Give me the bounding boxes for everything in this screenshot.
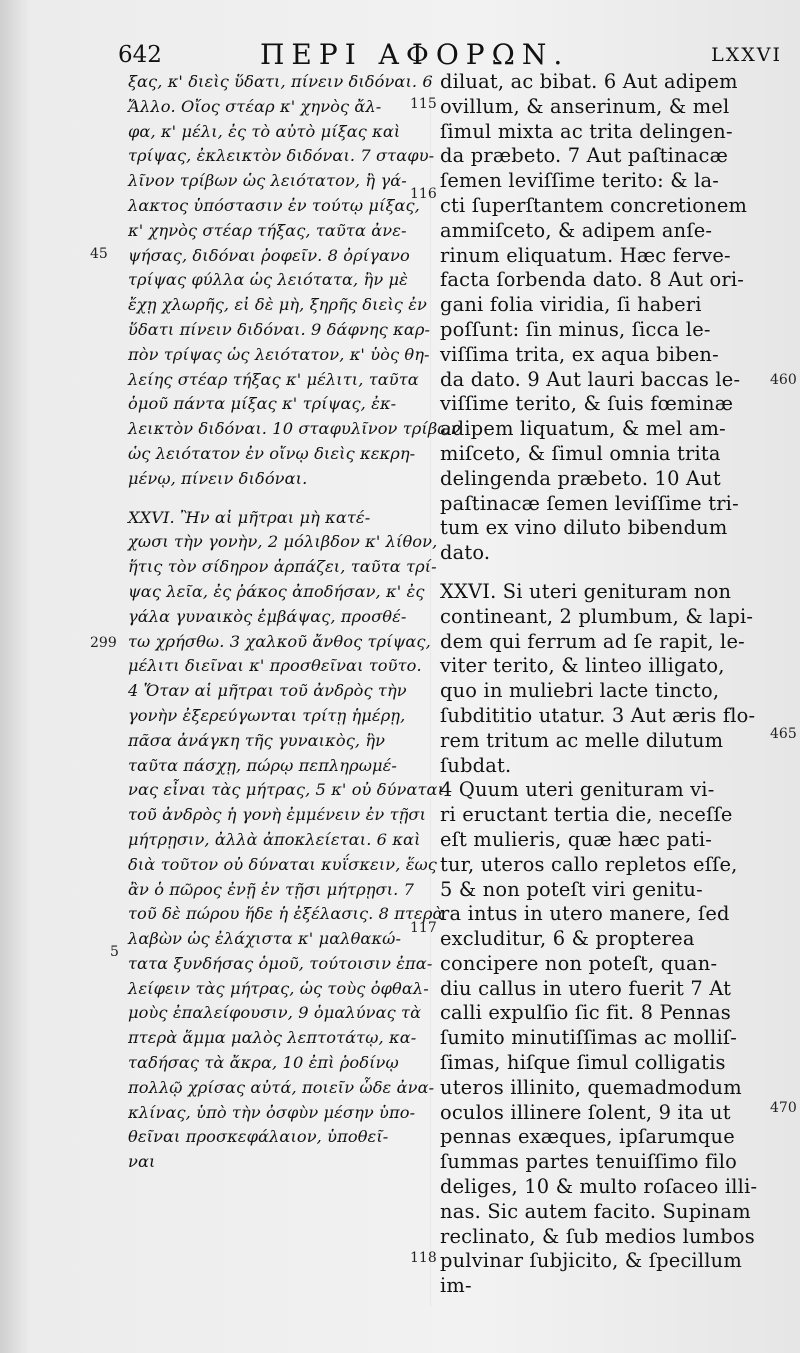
text-line: ſubdititio utatur. 3 Aut æris flo- xyxy=(440,703,756,727)
margin-number: 299 xyxy=(90,635,117,651)
text-line: γάλα γυναικὸς ἐμβάψας, προσθέ- xyxy=(128,606,407,626)
text-line: ſummas partes tenuiſſimo filo xyxy=(440,1150,738,1174)
text-line: χωσι τὴν γονὴν, 2 μόλιβδον κ' λίθον, xyxy=(128,532,438,552)
margin-number: 116 xyxy=(410,186,437,202)
text-line: πὸν τρίψας ὡς λειότατον, κ' ὑὸς θη- xyxy=(128,344,430,364)
text-line: μήτρῃσιν, ἀλλὰ ἀποκλείεται. 6 καὶ xyxy=(128,829,421,849)
text-line: nas. Sic autem facito. Supinam xyxy=(440,1199,751,1223)
text-line: ἥτις τὸν σίδηρον ἁρπάζει, ταῦτα τρί- xyxy=(128,557,437,577)
margin-number: 45 xyxy=(90,246,108,262)
text-line: reclinato, & ſub medios lumbos xyxy=(440,1224,755,1248)
text-line: Ἄλλο. Οἴος στέαρ κ' χηνὸς ἄλ- xyxy=(128,96,382,116)
margin-number: 118 xyxy=(410,1250,437,1266)
text-line: viter terito, & linteo illigato, xyxy=(440,654,725,678)
text-line: τοῦ δὲ πώρου ἥδε ἡ ἐξέλασις. 8 πτερὰ xyxy=(128,904,444,924)
section-gap xyxy=(128,492,424,506)
text-line: κλίνας, ὑπὸ τὴν ὀσφὺν μέσην ὑπο- xyxy=(128,1102,416,1122)
text-line: dem qui ferrum ad ſe rapit, le- xyxy=(440,629,745,653)
text-line: πτερὰ ἅμμα μαλὸς λεπτοτάτῳ, κα- xyxy=(128,1028,417,1048)
text-line: oculos illinere ſolent, 9 ita ut xyxy=(440,1100,731,1124)
margin-number: 470 xyxy=(770,1100,797,1116)
text-line: θεῖναι προσκεφάλαιον, ὑποθεῖ- xyxy=(128,1127,389,1147)
text-line: viſſime terito, & ſuis fœminæ xyxy=(440,392,734,416)
text-line: viſſima trita, ex aqua biben- xyxy=(440,342,719,366)
text-line: da dato. 9 Aut lauri baccas le- xyxy=(440,367,741,391)
text-line: facta ſorbenda dato. 8 Aut ori- xyxy=(440,268,745,292)
text-line: tur, uteros callo repletos eſſe, xyxy=(440,852,738,876)
text-line: κ' χηνὸς στέαρ τήξας, ταῦτα ἀνε- xyxy=(128,220,407,240)
text-line: delingenda præbeto. 10 Aut xyxy=(440,466,721,490)
text-line: ammiſceto, & adipem anſe- xyxy=(440,218,713,242)
margin-number: 5 xyxy=(110,944,119,960)
text-line: miſceto, & ſimul omnia trita xyxy=(440,441,721,465)
text-line: poſſunt: ſin minus, ſicca le- xyxy=(440,317,711,341)
text-line: μένῳ, πίνειν διδόναι. xyxy=(128,468,308,488)
text-line: τρίψας φύλλα ὡς λειότατα, ἢν μὲ xyxy=(128,270,408,290)
page-title: ΠΕΡΙ ΑΦΟΡΩΝ. xyxy=(260,38,570,71)
text-line: gani folia viridia, ſi haberi xyxy=(440,293,702,317)
text-line: quo in muliebri lacte tincto, xyxy=(440,679,720,703)
text-line: 4 Quum uteri genituram vi- xyxy=(440,778,715,802)
text-line: ταῦτα πάσχῃ, πώρῳ πεπληρωμέ- xyxy=(128,755,397,775)
text-line: im- xyxy=(440,1274,472,1298)
text-line: rem tritum ac melle dilutum xyxy=(440,728,724,752)
text-line: πᾶσα ἀνάγκη τῆς γυναικὸς, ἣν xyxy=(128,730,386,750)
text-line: 4 Ὅταν αἱ μῆτραι τοῦ ἀνδρὸς τὴν xyxy=(128,681,407,701)
latin-text-column xyxy=(440,70,790,1299)
text-line: ξας, κ' διεὶς ὕδατι, πίνειν διδόναι. 6 xyxy=(128,72,433,91)
text-line: πολλῷ χρίσας αὐτά, ποιεῖν ὧδε ἀνα- xyxy=(128,1077,435,1097)
text-line: ſubdat. xyxy=(440,753,512,777)
text-line: paſtinacæ ſemen leviſſime tri- xyxy=(440,491,739,515)
greek-text-column xyxy=(128,70,461,1175)
text-line: ναι xyxy=(128,1152,156,1172)
text-line: λείφειν τὰς μήτρας, ὡς τοὺς ὀφθαλ- xyxy=(128,978,429,998)
text-line: λείης στέαρ τήξας κ' μέλιτι, ταῦτα xyxy=(128,369,419,389)
text-line: diu callus in utero fuerit 7 At xyxy=(440,976,732,1000)
text-line: diluat, ac bibat. 6 Aut adipem xyxy=(440,70,738,93)
text-line: XXVI. Ἢν αἱ μῆτραι μὴ κατέ- xyxy=(128,507,371,527)
text-line: ταδήσας τὰ ἄκρα, 10 ἐπὶ ῥοδίνῳ xyxy=(128,1053,399,1073)
margin-number: 460 xyxy=(770,372,797,388)
text-line: cti ſuperſtantem concretionem xyxy=(440,193,748,217)
text-line: ἔχῃ χλωρῆς, εἰ δὲ μὴ, ξηρῆς διεὶς ἐν xyxy=(128,295,427,315)
text-line: ri eructant tertia die, neceſſe xyxy=(440,803,733,827)
text-line: adipem liquatum, & mel am- xyxy=(440,417,726,441)
text-line: da præbeto. 7 Aut paſtinacæ xyxy=(440,144,729,168)
text-line: γονὴν ἐξερεύγωνται τρίτῃ ἡμέρῃ, xyxy=(128,705,406,725)
text-line: dato. xyxy=(440,541,491,565)
text-line: ὁμοῦ πάντα μίξας κ' τρίψας, ἐκ- xyxy=(128,394,397,414)
text-line: λακτος ὑπόστασιν ἐν τούτῳ μίξας, xyxy=(128,195,420,215)
text-line: τοῦ ἀνδρὸς ἡ γονὴ ἐμμένειν ἐν τῇσι xyxy=(128,805,427,825)
section-gap xyxy=(440,566,790,580)
text-line: τρίψας, ἐκλεικτὸν διδόναι. 7 σταφυ- xyxy=(128,146,435,166)
text-line: 5 & non poteſt viri genitu- xyxy=(440,877,703,901)
text-line: tum ex vino diluto bibendum xyxy=(440,516,728,540)
text-line: XXVI. Si uteri genituram non xyxy=(440,579,732,603)
text-line: ſemen leviſſime terito: & la- xyxy=(440,169,720,193)
text-line: ὡς λειότατον ἐν οἴνῳ διεὶς κεκρη- xyxy=(128,443,416,463)
text-line: λεικτὸν διδόναι. 10 σταφυλῖνον τρίβων xyxy=(128,419,461,439)
margin-number: 117 xyxy=(410,920,437,936)
text-line: pennas exæques, ipſarumque xyxy=(440,1125,735,1149)
text-line: ra intus in utero manere, ſed xyxy=(440,902,730,926)
text-line: uteros illinito, quemadmodum xyxy=(440,1075,742,1099)
text-line: ψας λεῖα, ἐς ῥάκος ἀποδήσαν, κ' ἐς xyxy=(128,581,425,601)
text-line: deliges, 10 & multo roſaceo illi- xyxy=(440,1175,758,1199)
margin-number: 465 xyxy=(770,726,797,742)
text-line: ὕδατι πίνειν διδόναι. 9 δάφνης καρ- xyxy=(128,319,431,339)
text-line: ſumito minutiſſimas ac molliſ- xyxy=(440,1026,738,1050)
text-line: νας εἶναι τὰς μήτρας, 5 κ' οὐ δύναται xyxy=(128,780,445,800)
margin-number: 115 xyxy=(410,96,437,112)
chapter-number: LXXVI xyxy=(711,44,782,66)
text-line: τατα ξυνδήσας ὁμοῦ, τούτοισιν ἐπα- xyxy=(128,953,433,973)
text-line: φα, κ' μέλι, ἐς τὸ αὐτὸ μίξας καὶ xyxy=(128,121,401,141)
text-line: μέλιτι διεῖναι κ' προσθεῖναι τοῦτο. xyxy=(128,656,422,676)
text-line: eſt mulieris, quæ hæc pati- xyxy=(440,827,713,851)
text-line: ſimul mixta ac trita delingen- xyxy=(440,119,733,143)
text-line: contineant, 2 plumbum, & lapi- xyxy=(440,604,754,628)
page-number: 642 xyxy=(118,42,162,68)
text-line: rinum eliquatum. Hæc ferve- xyxy=(440,243,731,267)
text-line: μοὺς ἐπαλείφουσιν, 9 ὁμαλύνας τὰ xyxy=(128,1003,422,1023)
text-line: λῖνον τρίβων ὡς λειότατον, ἢ γά- xyxy=(128,171,407,191)
text-line: ψήσας, διδόναι ῥοφεῖν. 8 ὀρίγανο xyxy=(128,245,410,265)
text-line: ſimas, hiſque ſimul colligatis xyxy=(440,1051,726,1075)
text-line: pulvinar ſubjicito, & ſpecillum xyxy=(440,1249,742,1273)
text-line: concipere non poteſt, quan- xyxy=(440,951,718,975)
text-line: calli expulſio ſic fit. 8 Pennas xyxy=(440,1001,731,1025)
text-line: ἂν ὁ πῶρος ἐνῇ ἐν τῇσι μήτρῃσι. 7 xyxy=(128,879,415,899)
column-gutter xyxy=(430,76,431,1306)
text-line: excluditur, 6 & propterea xyxy=(440,927,695,951)
text-line: διὰ τοῦτον οὐ δύναται κυΐσκειν, ἕως xyxy=(128,854,437,874)
text-line: ovillum, & anserinum, & mel xyxy=(440,94,730,118)
text-line: τω χρήσθω. 3 χαλκοῦ ἄνθος τρίψας, xyxy=(128,631,431,651)
text-line: λαβὼν ὡς ἐλάχιστα κ' μαλθακώ- xyxy=(128,929,402,949)
